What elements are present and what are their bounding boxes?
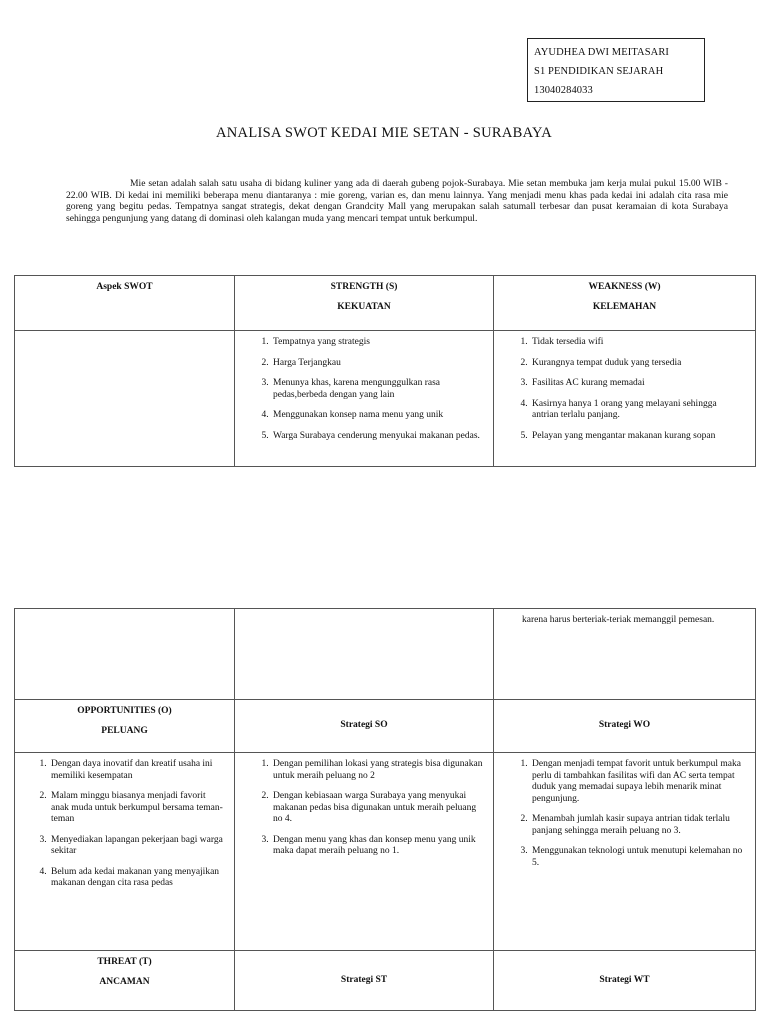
intro-paragraph	[66, 178, 728, 225]
threat-header: THREAT (T)	[97, 957, 152, 967]
list-item: 4. Kasirnya hanya 1 orang yang melayani sehingga antrian terlalu panjang.	[530, 399, 745, 422]
continuation-empty-cell	[15, 609, 235, 700]
opportunities-list-cell	[15, 753, 235, 951]
opportunities-header-cell	[15, 700, 235, 753]
weakness-continuation: karena harus berteriak-teriak memanggil pemesan.	[522, 615, 715, 625]
list-item: 3. Menggunakan teknologi untuk menutupi kelemahan no 5.	[530, 846, 745, 869]
so-list-cell	[235, 753, 494, 951]
strategy-st-header: Strategi ST	[235, 951, 494, 1011]
list-item: 3. Menunya khas, karena mengunggulkan rasa pedas,berbeda dengan yang lain	[271, 378, 483, 401]
strength-header-cell	[235, 276, 494, 331]
threat-header-cell	[15, 951, 235, 1011]
student-id: 13040284033	[534, 85, 593, 96]
author-name: AYUDHEA DWI MEITASARI	[534, 47, 670, 58]
list-item: 3. Dengan menu yang khas dan konsep menu yang unik maka dapat meraih peluang no 1.	[271, 835, 483, 858]
list-item: 4. Menggunakan konsep nama menu yang unik	[271, 410, 483, 422]
weakness-continuation-cell	[494, 609, 756, 700]
list-item: 1. Dengan menjadi tempat favorit untuk berkumpul maka perlu di tambahkan fasilitas wifi dan AC serta tempat duduk yang memadai supaya lebih menarik minat pengunjung.	[530, 759, 745, 805]
wo-list-cell	[494, 753, 756, 951]
swot-table-page2	[14, 608, 756, 1011]
list-item: 1. Dengan pemilihan lokasi yang strategis bisa digunakan untuk meraih peluang no 2	[271, 759, 483, 782]
document-title: ANALISA SWOT KEDAI MIE SETAN - SURABAYA	[216, 125, 552, 141]
weakness-subheader: KELEMAHAN	[592, 301, 657, 312]
list-item: 2. Kurangnya tempat duduk yang tersedia	[530, 358, 745, 370]
list-item: 1. Dengan daya inovatif dan kreatif usaha ini memiliki kesempatan	[49, 759, 224, 782]
list-item: 1. Tidak tersedia wifi	[530, 337, 745, 349]
list-item: 5. Warga Surabaya cenderung menyukai makanan pedas.	[271, 431, 483, 443]
strength-list-cell	[235, 331, 494, 467]
list-item: 2. Malam minggu biasanya menjadi favorit anak muda untuk berkumpul bersama teman-teman	[49, 791, 224, 826]
list-item: 3. Menyediakan lapangan pekerjaan bagi warga sekitar	[49, 835, 224, 858]
strength-header: STRENGTH (S)	[330, 282, 398, 292]
strategy-wo-header: Strategi WO	[494, 700, 756, 753]
strength-subheader: KEKUATAN	[337, 301, 391, 312]
swot-table-page1	[14, 275, 756, 467]
strategy-wt-header: Strategi WT	[494, 951, 756, 1011]
weakness-header-cell	[494, 276, 756, 331]
so-list	[235, 759, 493, 858]
strategy-so-header: Strategi SO	[235, 700, 494, 753]
aspect-header-cell	[15, 276, 235, 331]
list-item: 2. Menambah jumlah kasir supaya antrian tidak terlalu panjang sehingga meraih peluang no 3.	[530, 814, 745, 837]
opportunities-header: OPPORTUNITIES (O)	[77, 706, 172, 716]
opportunities-list	[15, 759, 234, 890]
weakness-list	[494, 337, 755, 442]
strength-list	[235, 337, 493, 442]
list-item: 3. Fasilitas AC kurang memadai	[530, 378, 745, 390]
list-item: 1. Tempatnya yang strategis	[271, 337, 483, 349]
intro-text: Mie setan adalah salah satu usaha di bidang kuliner yang ada di daerah gubeng pojok-Surabaya. Mie setan membuka jam kerja mulai pukul 15.00 WIB - 22.00 WIB. Di kedai ini memiliki beberapa menu diantaranya : mie goreng, varian es, dan menu lainnya. Yang menjadi menu khas pada kedai ini adalah cita rasa mie goreng yang begitu pedas. Tempatnya sangat strategis, dekat dengan Grandcity Mall yang merupakan salah satumall terbesar dan pusat keramaian di kota Surabaya sehingga pengunjung yang datang di dominasi oleh kalangan muda yang mencari tempat untuk berkumpul.	[66, 178, 728, 225]
threat-subheader: ANCAMAN	[99, 976, 150, 987]
list-item: 2. Dengan kebiasaan warga Surabaya yang menyukai makanan pedas bisa digunakan untuk meraih peluang no 4.	[271, 791, 483, 826]
identity-box	[527, 38, 705, 102]
list-item: 4. Belum ada kedai makanan yang menyajikan makanan dengan cita rasa pedas	[49, 867, 224, 890]
study-program: S1 PENDIDIKAN SEJARAH	[534, 66, 664, 77]
wo-list	[494, 759, 755, 869]
list-item: 5. Pelayan yang mengantar makanan kurang sopan	[530, 431, 745, 443]
aspect-header: Aspek SWOT	[96, 282, 153, 292]
list-item: 2. Harga Terjangkau	[271, 358, 483, 370]
aspect-empty-cell	[15, 331, 235, 467]
opportunities-subheader: PELUANG	[101, 725, 148, 736]
weakness-header: WEAKNESS (W)	[588, 282, 661, 292]
weakness-list-cell	[494, 331, 756, 467]
continuation-empty-cell	[235, 609, 494, 700]
